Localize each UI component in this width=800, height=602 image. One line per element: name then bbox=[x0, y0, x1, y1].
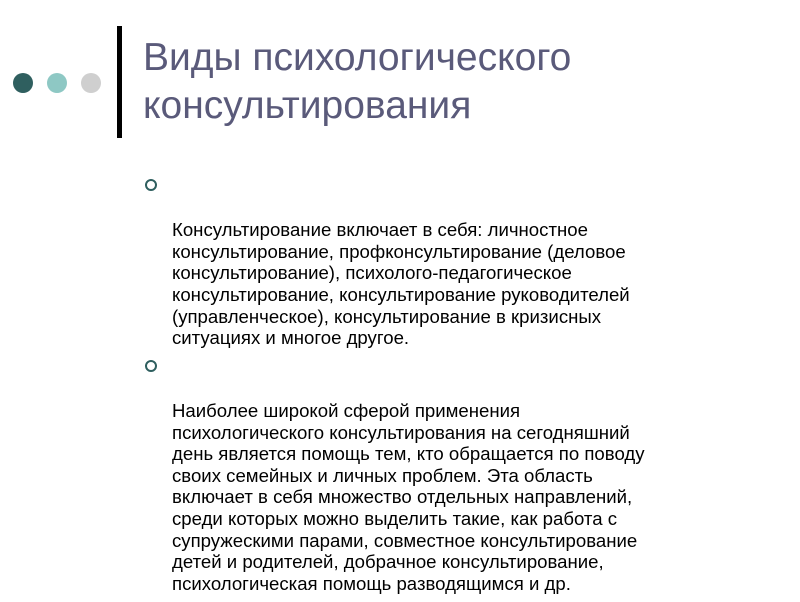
ring-bullet-icon bbox=[145, 360, 157, 372]
bullet-item bbox=[145, 357, 745, 595]
gray-circle-icon bbox=[81, 73, 101, 93]
bullet-item bbox=[145, 176, 745, 349]
bullet-list bbox=[145, 176, 745, 602]
ring-bullet-icon bbox=[145, 179, 157, 191]
slide-title: Виды психологического консультирования bbox=[143, 36, 572, 127]
bullet-text: Наиболее широкой сферой применения психологического консультирования на сегодняшний день является помощь тем, кто обращается по поводу своих семейных и личных проблем. Эта область включает в себя множество отдельных направлений, среди которых можно выделить такие, как работа с супружескими парами, совместное консультирование детей и родителей, добрачное консультирование, психологическая помощь разводящимся и др. bbox=[172, 399, 645, 594]
three-circles-icon bbox=[13, 73, 101, 93]
title-divider-bar bbox=[117, 26, 122, 138]
bullet-text: Консультирование включает в себя: личностное консультирование, профконсультирование (деловое консультирование), психолого-педагогическое консультирование, консультирование руководителей (управленческое), консультирование в кризисных ситуациях и многое другое. bbox=[172, 219, 630, 349]
dark-teal-circle-icon bbox=[13, 73, 33, 93]
light-teal-circle-icon bbox=[47, 73, 67, 93]
